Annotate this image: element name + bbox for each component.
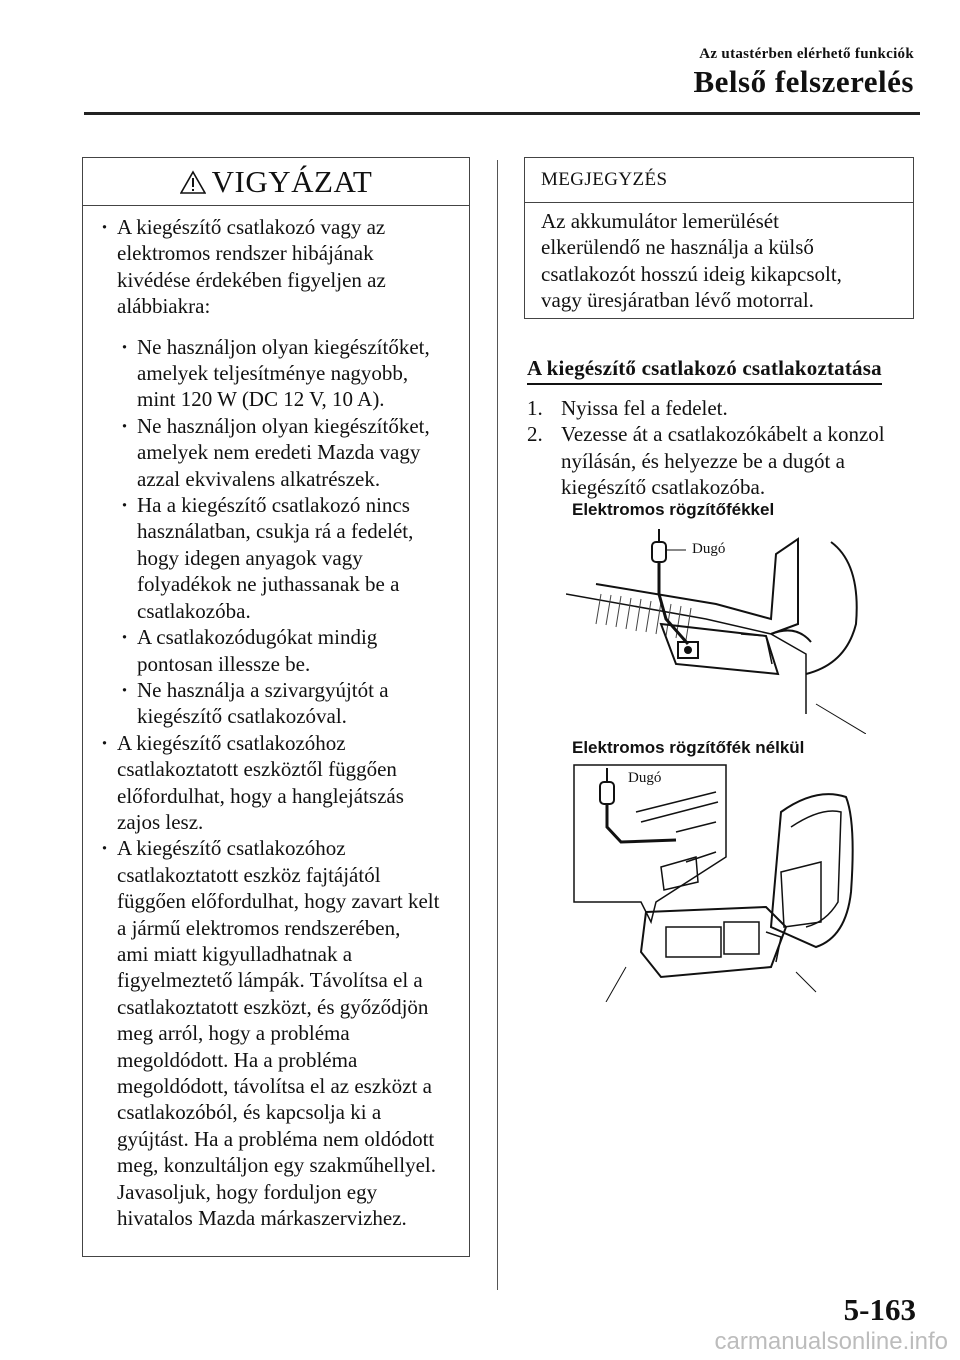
warning-sub-item — [99, 624, 457, 677]
text-line: vagy üresjáratban lévő motorral. — [541, 288, 814, 313]
figure1-label: Elektromos rögzítőfékkel — [572, 500, 775, 519]
step-text — [561, 421, 885, 500]
warning-sub-item — [99, 334, 457, 413]
note-title: MEGJEGYZÉS — [525, 158, 913, 203]
step-number: 1. — [527, 396, 543, 420]
text-line: a jármű elektromos rendszerében, — [117, 915, 401, 940]
text-line: hivatalos Mazda márkaszervizhez. — [117, 1206, 407, 1231]
figure2-console-illustration — [566, 762, 886, 1002]
text-line: elkerülendő ne használja a külső — [541, 235, 814, 260]
chapter-title: Az utastérben elérhető funkciók — [699, 46, 914, 62]
figure2-plug-callout: Dugó — [628, 770, 662, 786]
text-line: előfordulhat, hogy a hanglejátszás — [117, 783, 404, 808]
warning-sub-item — [99, 413, 457, 492]
step-item — [527, 395, 917, 421]
text-line: folyadékok ne juthassanak be a — [137, 572, 400, 597]
note-body — [525, 203, 913, 314]
text-line: Az akkumulátor lemerülését — [541, 209, 779, 233]
text-line: amelyek teljesítménye nagyobb, — [137, 361, 409, 386]
warning-intro — [99, 214, 457, 320]
text-line: megoldódott. Ha a probléma — [117, 1047, 358, 1072]
text-line: csatlakoztatott eszközt, és győződjön — [117, 994, 429, 1019]
warning-sub-item — [99, 677, 457, 730]
step-list — [527, 395, 917, 501]
text-line: elektromos rendszer hibájának — [117, 241, 374, 266]
warning-box — [82, 157, 470, 1257]
text-line: · Ha a kiegészítő csatlakozó nincs — [137, 493, 410, 518]
text-line: · Ne használjon olyan kiegészítőket, — [137, 334, 430, 359]
text-line: gyújtást. Ha a probléma nem oldódott — [117, 1126, 435, 1151]
page-title: Belső felszerelés — [693, 64, 914, 99]
figure1-plug-callout: Dugó — [692, 541, 726, 557]
text-line: megoldódott, távolítsa el az eszközt a — [117, 1074, 432, 1098]
text-line: csatlakoztatott eszköztől függően — [117, 757, 397, 782]
text-line: · A csatlakozódugókat mindig — [137, 625, 378, 650]
text-line: függően előfordulhat, hogy zavart kelt — [117, 889, 440, 914]
warning-item — [99, 730, 457, 836]
text-line: meg, konzultáljon egy szakműhellyel. — [117, 1153, 436, 1178]
text-line: · A kiegészítő csatlakozó vagy az — [117, 215, 386, 239]
text-line: figyelmeztető lámpák. Távolítsa el a — [117, 968, 423, 993]
text-line: · Ne használja a szivargyújtót a — [137, 677, 389, 702]
text-line: Javasoljuk, hogy forduljon egy — [117, 1179, 378, 1204]
text-line: zajos lesz. — [117, 809, 204, 834]
warning-sub-item — [99, 492, 457, 624]
text-line: csatlakozóból, és kapcsolja ki a — [117, 1100, 382, 1125]
column-divider — [497, 160, 498, 1290]
warning-header — [83, 158, 469, 206]
warning-body — [83, 206, 469, 1231]
figure2-label: Elektromos rögzítőfék nélkül — [572, 738, 805, 757]
text-line: hogy idegen anyagok vagy — [137, 545, 363, 570]
text-line: kiegészítő csatlakozóba. — [561, 475, 766, 500]
warning-triangle-icon — [180, 170, 206, 194]
text-line: Vezesse át a csatlakozókábelt a konzol — [561, 422, 885, 447]
header-divider — [84, 112, 920, 115]
text-line: ami miatt kigyulladhatnak a — [117, 941, 353, 966]
text-line: használatban, csukja rá a fedelét, — [137, 519, 414, 544]
text-line: mint 120 W (DC 12 V, 10 A). — [137, 387, 385, 412]
text-line: · A kiegészítő csatlakozóhoz — [117, 730, 346, 755]
text-line: alábbiakra: — [117, 294, 211, 319]
text-line: csatlakoztatott eszköz fajtájától — [117, 862, 381, 887]
text-line: kivédése érdekében figyeljen az — [117, 267, 386, 292]
text-line: nyílásán, és helyezze be a dugót a — [561, 448, 845, 473]
text-line: meg arról, hogy a probléma — [117, 1021, 350, 1046]
note-box — [524, 157, 914, 319]
text-line: · Ne használjon olyan kiegészítőket, — [137, 413, 430, 438]
text-line: azzal ekvivalens alkatrészek. — [137, 466, 381, 491]
page-number: 5-163 — [843, 1292, 916, 1327]
text-line: csatlakozót hosszú ideig kikapcsolt, — [541, 261, 842, 286]
step-text: Nyissa fel a fedelet. — [561, 396, 728, 420]
text-line: kiegészítő csatlakozóval. — [137, 704, 347, 729]
text-line: · A kiegészítő csatlakozóhoz — [117, 836, 346, 861]
step-number: 2. — [527, 422, 543, 447]
text-line: amelyek nem eredeti Mazda vagy — [137, 440, 421, 465]
warning-title: VIGYÁZAT — [211, 163, 373, 199]
text-line: pontosan illessze be. — [137, 651, 311, 676]
step-item — [527, 421, 917, 500]
section-heading: A kiegészítő csatlakozó csatlakoztatása — [527, 356, 882, 385]
text-line: csatlakozóba. — [137, 598, 251, 623]
watermark: carmanualsonline.info — [714, 1328, 948, 1355]
warning-item — [99, 835, 457, 1231]
